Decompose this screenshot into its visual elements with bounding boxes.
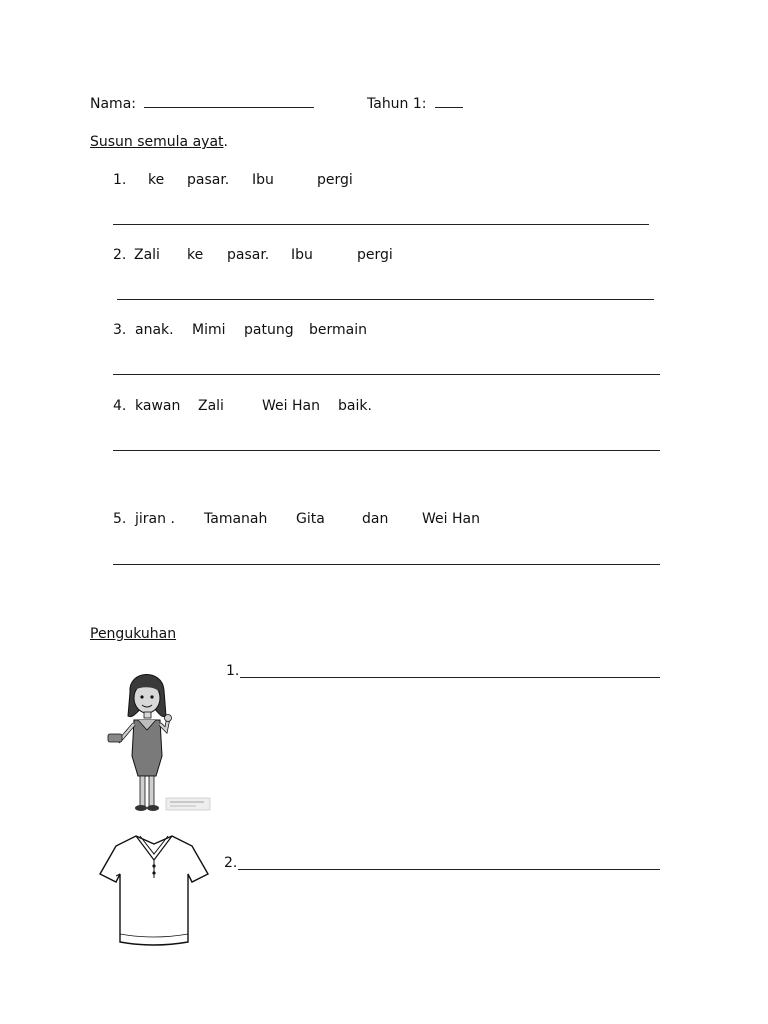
word-tile: ke <box>187 247 204 263</box>
item-number: 1. <box>226 663 240 679</box>
answer-line[interactable] <box>113 374 660 375</box>
answer-line[interactable] <box>240 677 660 678</box>
word-tile: Ibu <box>252 172 274 188</box>
girl-icon <box>100 664 220 814</box>
word-tile: Ibu <box>291 247 313 263</box>
name-label-row <box>90 95 314 112</box>
section-title-pengukuhan: Pengukuhan <box>90 626 177 642</box>
answer-line[interactable] <box>113 450 660 451</box>
item-number: 5. <box>113 511 127 527</box>
word-tile: Gita <box>296 511 325 527</box>
word-tile: anak. <box>135 322 174 338</box>
year-label-row <box>367 95 463 112</box>
year-blank[interactable] <box>435 95 463 108</box>
word-tile: dan <box>362 511 389 527</box>
item-number: 3. <box>113 322 127 338</box>
word-tile: patung <box>244 322 294 338</box>
name-blank[interactable] <box>144 95 314 108</box>
word-tile: Zali <box>134 247 160 263</box>
answer-line[interactable] <box>113 564 660 565</box>
item-number: 1. <box>113 172 127 188</box>
section-title-text: Susun semula ayat <box>90 134 224 150</box>
answer-line[interactable] <box>117 299 654 300</box>
answer-line[interactable] <box>238 869 660 870</box>
section-title-suffix: . <box>223 134 228 150</box>
word-tile: kawan <box>135 398 181 414</box>
word-tile: bermain <box>309 322 367 338</box>
name-label: Nama: <box>90 96 136 112</box>
word-tile: ke <box>148 172 165 188</box>
item-number: 4. <box>113 398 127 414</box>
word-tile: pasar. <box>227 247 270 263</box>
item-number: 2. <box>224 855 238 871</box>
year-label: Tahun 1: <box>367 96 427 112</box>
word-tile: Wei Han <box>262 398 320 414</box>
answer-line[interactable] <box>113 224 649 225</box>
word-tile: baik. <box>338 398 372 414</box>
word-tile: Wei Han <box>422 511 480 527</box>
section-title-susun <box>90 134 228 150</box>
item-number: 2. <box>113 247 127 263</box>
word-tile: pasar. <box>187 172 230 188</box>
word-tile: Tamanah <box>204 511 268 527</box>
word-tile: pergi <box>357 247 393 263</box>
shirt-icon <box>96 830 212 950</box>
word-tile: jiran . <box>135 511 175 527</box>
word-tile: Zali <box>198 398 224 414</box>
word-tile: pergi <box>317 172 353 188</box>
word-tile: Mimi <box>192 322 226 338</box>
